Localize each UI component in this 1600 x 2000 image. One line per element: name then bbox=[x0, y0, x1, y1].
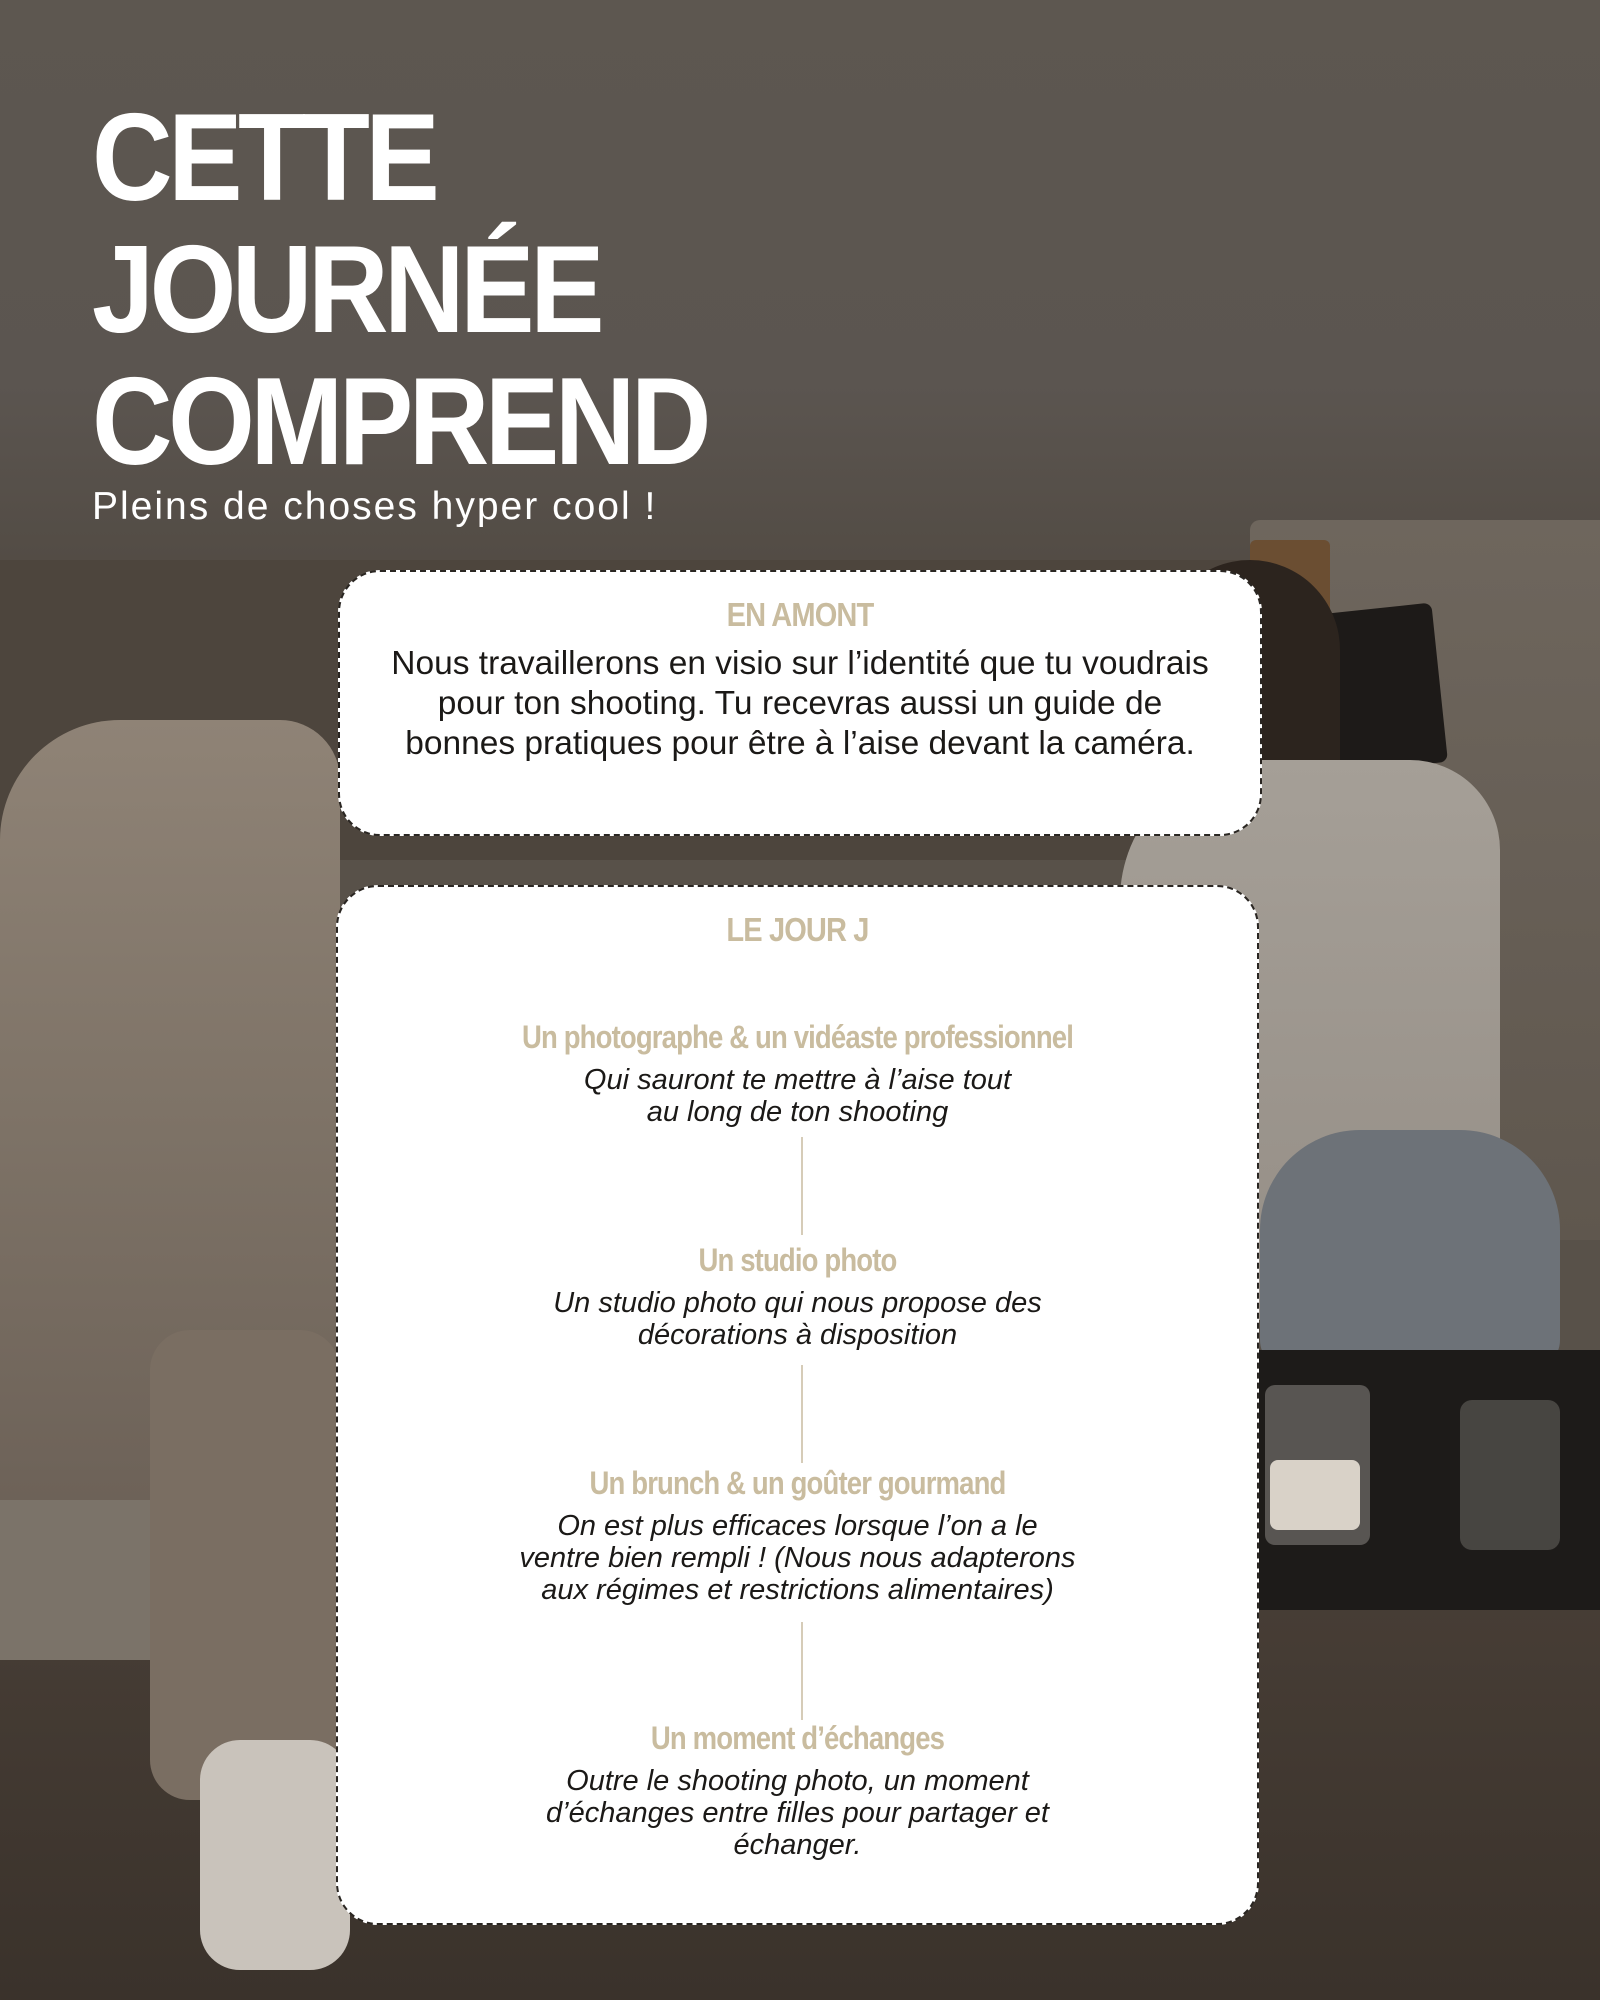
page-title-line: COMPREND bbox=[92, 353, 708, 491]
item-description-line: Qui sauront te mettre à l’aise tout bbox=[583, 1064, 1012, 1096]
item-description bbox=[338, 1765, 1257, 1861]
page-title bbox=[92, 89, 708, 491]
background-legs-left bbox=[150, 1330, 340, 1800]
timeline-connector bbox=[801, 1622, 803, 1720]
item-description-line: décorations à disposition bbox=[637, 1319, 958, 1351]
background-oil-bottle bbox=[1460, 1400, 1560, 1550]
item-title: Un photographe & un vidéaste professionnel bbox=[521, 1019, 1074, 1055]
card-heading: EN AMONT bbox=[726, 596, 874, 633]
item-description-line: aux régimes et restrictions alimentaires) bbox=[541, 1574, 1054, 1606]
page-subtitle: Pleins de choses hyper cool ! bbox=[92, 485, 658, 528]
item-description-line: Un studio photo qui nous propose des bbox=[553, 1287, 1042, 1319]
page-title-line: CETTE bbox=[92, 89, 436, 227]
background-jeans bbox=[1260, 1130, 1560, 1370]
item-description-line: échanger. bbox=[733, 1829, 862, 1861]
card-le-jour-j bbox=[336, 885, 1259, 1925]
background-shoe bbox=[200, 1740, 350, 1970]
item-description-line: d’échanges entre filles pour partager et bbox=[546, 1797, 1049, 1829]
item-description bbox=[338, 1510, 1257, 1606]
list-item bbox=[338, 1720, 1257, 1861]
page-title-line: JOURNÉE bbox=[92, 221, 601, 359]
timeline-connector bbox=[801, 1137, 803, 1235]
list-item bbox=[338, 1242, 1257, 1351]
item-description-line: au long de ton shooting bbox=[646, 1096, 949, 1128]
list-item bbox=[338, 1465, 1257, 1606]
item-title: Un brunch & un goûter gourmand bbox=[589, 1465, 1006, 1501]
item-description bbox=[338, 1064, 1257, 1128]
card-en-amont bbox=[338, 570, 1262, 836]
item-title: Un studio photo bbox=[698, 1242, 897, 1278]
item-description-line: ventre bien rempli ! (Nous nous adapterons bbox=[519, 1542, 1076, 1574]
item-title: Un moment d’échanges bbox=[650, 1720, 945, 1756]
timeline-connector bbox=[801, 1365, 803, 1463]
card-heading: LE JOUR J bbox=[726, 911, 869, 948]
list-item bbox=[338, 1019, 1257, 1128]
background-candle bbox=[1270, 1460, 1360, 1530]
item-description-line: Outre le shooting photo, un moment bbox=[566, 1765, 1029, 1797]
item-description bbox=[338, 1287, 1257, 1351]
item-description-line: On est plus efficaces lorsque l’on a le bbox=[557, 1510, 1038, 1542]
card-body-text: Nous travaillerons en visio sur l’identité que tu voudrais pour ton shooting. Tu recevras aussi un guide de bonnes pratiques pour être à l’aise devant la caméra. bbox=[391, 645, 1209, 762]
